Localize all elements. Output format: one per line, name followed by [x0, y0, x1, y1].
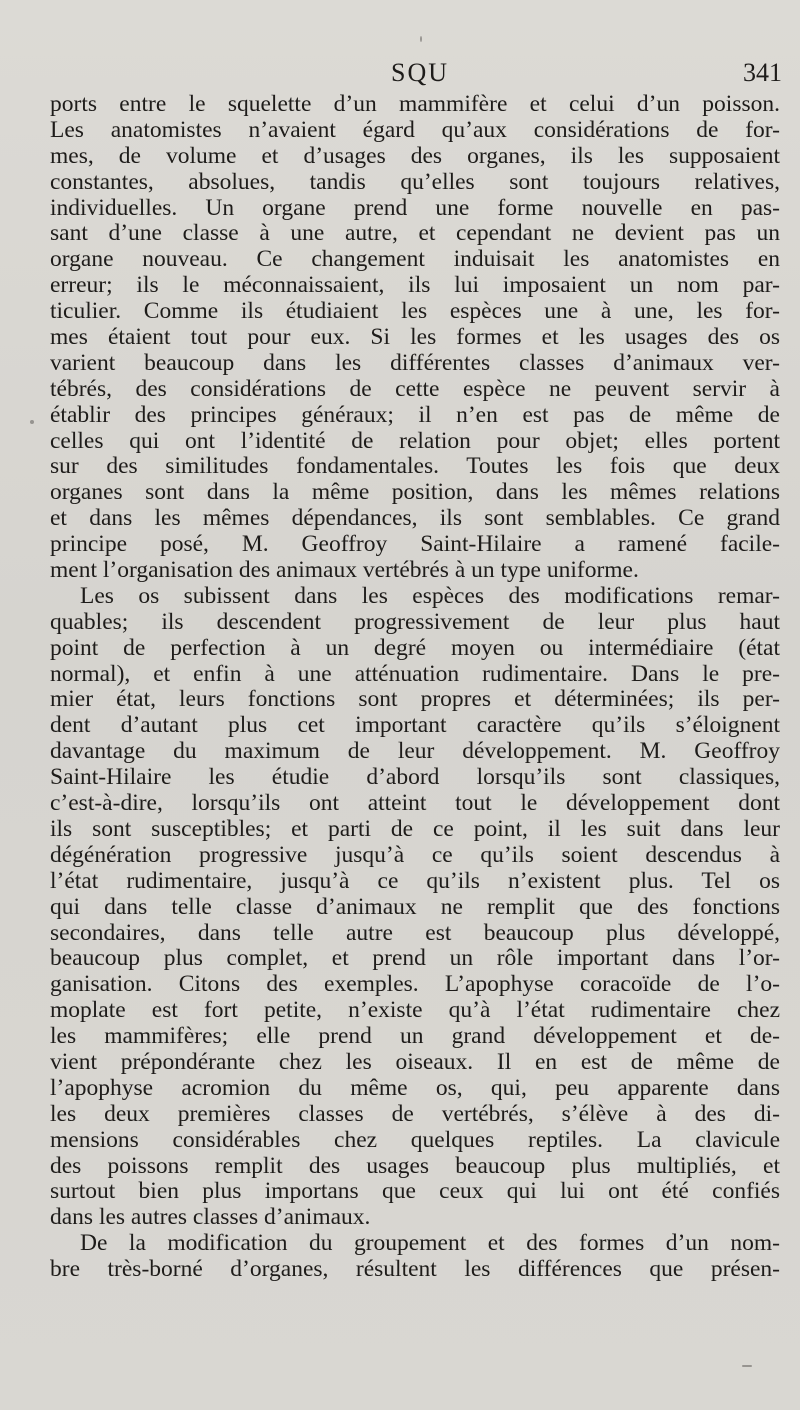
- text-line: erreur; ils le méconnaissaient, ils lui imposaient un nom par-: [50, 273, 780, 299]
- text-line: qui dans telle classe d’animaux ne remplit que des fonctions: [50, 894, 780, 920]
- text-line: dans les autres classes d’animaux.: [50, 1205, 371, 1231]
- paragraph-3: [50, 1231, 780, 1283]
- text-line: c’est-à-dire, lorsqu’ils ont atteint tout le développement dont: [50, 791, 780, 817]
- page-header: [50, 58, 790, 94]
- text-line: normal), et enfin à une atténuation rudimentaire. Dans le pre-: [50, 661, 780, 687]
- text-line: varient beaucoup dans les différentes classes d’animaux ver-: [50, 350, 780, 376]
- text-line: Saint-Hilaire les étudie d’abord lorsqu’ils sont classiques,: [50, 765, 780, 791]
- text-line: sur des similitudes fondamentales. Toutes les fois que deux: [50, 454, 780, 480]
- text-line: organe nouveau. Ce changement induisait les anatomistes en: [50, 247, 780, 273]
- print-speck: [742, 1365, 752, 1367]
- text-line: davantage du maximum de leur développement. M. Geoffroy: [50, 739, 780, 765]
- text-line: mes étaient tout pour eux. Si les formes et les usages des os: [50, 325, 780, 351]
- text-line: l’apophyse acromion du même os, qui, peu apparente dans: [50, 1075, 780, 1101]
- text-line: De la modification du groupement et des formes d’un nom-: [80, 1231, 780, 1257]
- text-line: constantes, absolues, tandis qu’elles sont toujours relatives,: [50, 169, 780, 195]
- print-speck: [30, 420, 34, 424]
- text-line: sant d’une classe à une autre, et cependant ne devient pas un: [50, 221, 780, 247]
- print-speck: [420, 36, 422, 42]
- text-line: ganisation. Citons des exemples. L’apophyse coracoïde de l’o-: [50, 972, 780, 998]
- text-line: ils sont susceptibles; et parti de ce point, il les suit dans leur: [50, 816, 780, 842]
- text-line: point de perfection à un degré moyen ou intermédiaire (état: [50, 635, 780, 661]
- text-line: vient prépondérante chez les oiseaux. Il en est de même de: [50, 1049, 780, 1075]
- text-line: individuelles. Un organe prend une forme nouvelle en pas-: [50, 195, 780, 221]
- text-line: mier état, leurs fonctions sont propres et déterminées; ils per-: [50, 687, 780, 713]
- text-line: Les os subissent dans les espèces des modifications remar-: [80, 583, 780, 609]
- body-text: [50, 92, 780, 1283]
- page-number: 341: [743, 58, 782, 87]
- text-line: mensions considérables chez quelques reptiles. La clavicule: [50, 1127, 780, 1153]
- text-line: et dans les mêmes dépendances, ils sont semblables. Ce grand: [50, 506, 780, 532]
- running-head: SQU: [390, 58, 449, 87]
- text-line: dégénération progressive jusqu’à ce qu’ils soient descendus à: [50, 842, 780, 868]
- text-line: établir des principes généraux; il n’en est pas de même de: [50, 402, 780, 428]
- text-line: des poissons remplit des usages beaucoup plus multipliés, et: [50, 1153, 780, 1179]
- text-line: principe posé, M. Geoffroy Saint-Hilaire a ramené facile-: [50, 532, 780, 558]
- text-line: secondaires, dans telle autre est beaucoup plus développé,: [50, 920, 780, 946]
- text-line: bre très-borné d’organes, résultent les différences que présen-: [50, 1257, 780, 1283]
- text-line: ports entre le squelette d’un mammifère et celui d’un poisson.: [50, 92, 780, 117]
- text-line: tébrés, des considérations de cette espèce ne peuvent servir à: [50, 376, 780, 402]
- text-line: surtout bien plus importans que ceux qui lui ont été confiés: [50, 1179, 780, 1205]
- text-line: beaucoup plus complet, et prend un rôle important dans l’or-: [50, 946, 780, 972]
- text-line: organes sont dans la même position, dans les mêmes relations: [50, 480, 780, 506]
- text-line: mes, de volume et d’usages des organes, ils les supposaient: [50, 143, 780, 169]
- text-line: moplate est fort petite, n’existe qu’à l’état rudimentaire chez: [50, 998, 780, 1024]
- paragraph-1: [50, 92, 780, 584]
- text-line: ticulier. Comme ils étudiaient les espèces une à une, les for-: [50, 299, 780, 325]
- text-line: les deux premières classes de vertébrés, s’élève à des di-: [50, 1101, 780, 1127]
- text-line: ment l’organisation des animaux vertébrés à un type uniforme.: [50, 558, 639, 584]
- text-line: les mammifères; elle prend un grand développement et de-: [50, 1024, 780, 1050]
- text-line: celles qui ont l’identité de relation pour objet; elles portent: [50, 428, 780, 454]
- text-line: l’état rudimentaire, jusqu’à ce qu’ils n’existent plus. Tel os: [50, 868, 780, 894]
- paragraph-2: [50, 584, 780, 1231]
- text-line: quables; ils descendent progressivement de leur plus haut: [50, 609, 780, 635]
- text-line: Les anatomistes n’avaient égard qu’aux considérations de for-: [50, 117, 780, 143]
- text-line: dent d’autant plus cet important caractère qu’ils s’éloignent: [50, 713, 780, 739]
